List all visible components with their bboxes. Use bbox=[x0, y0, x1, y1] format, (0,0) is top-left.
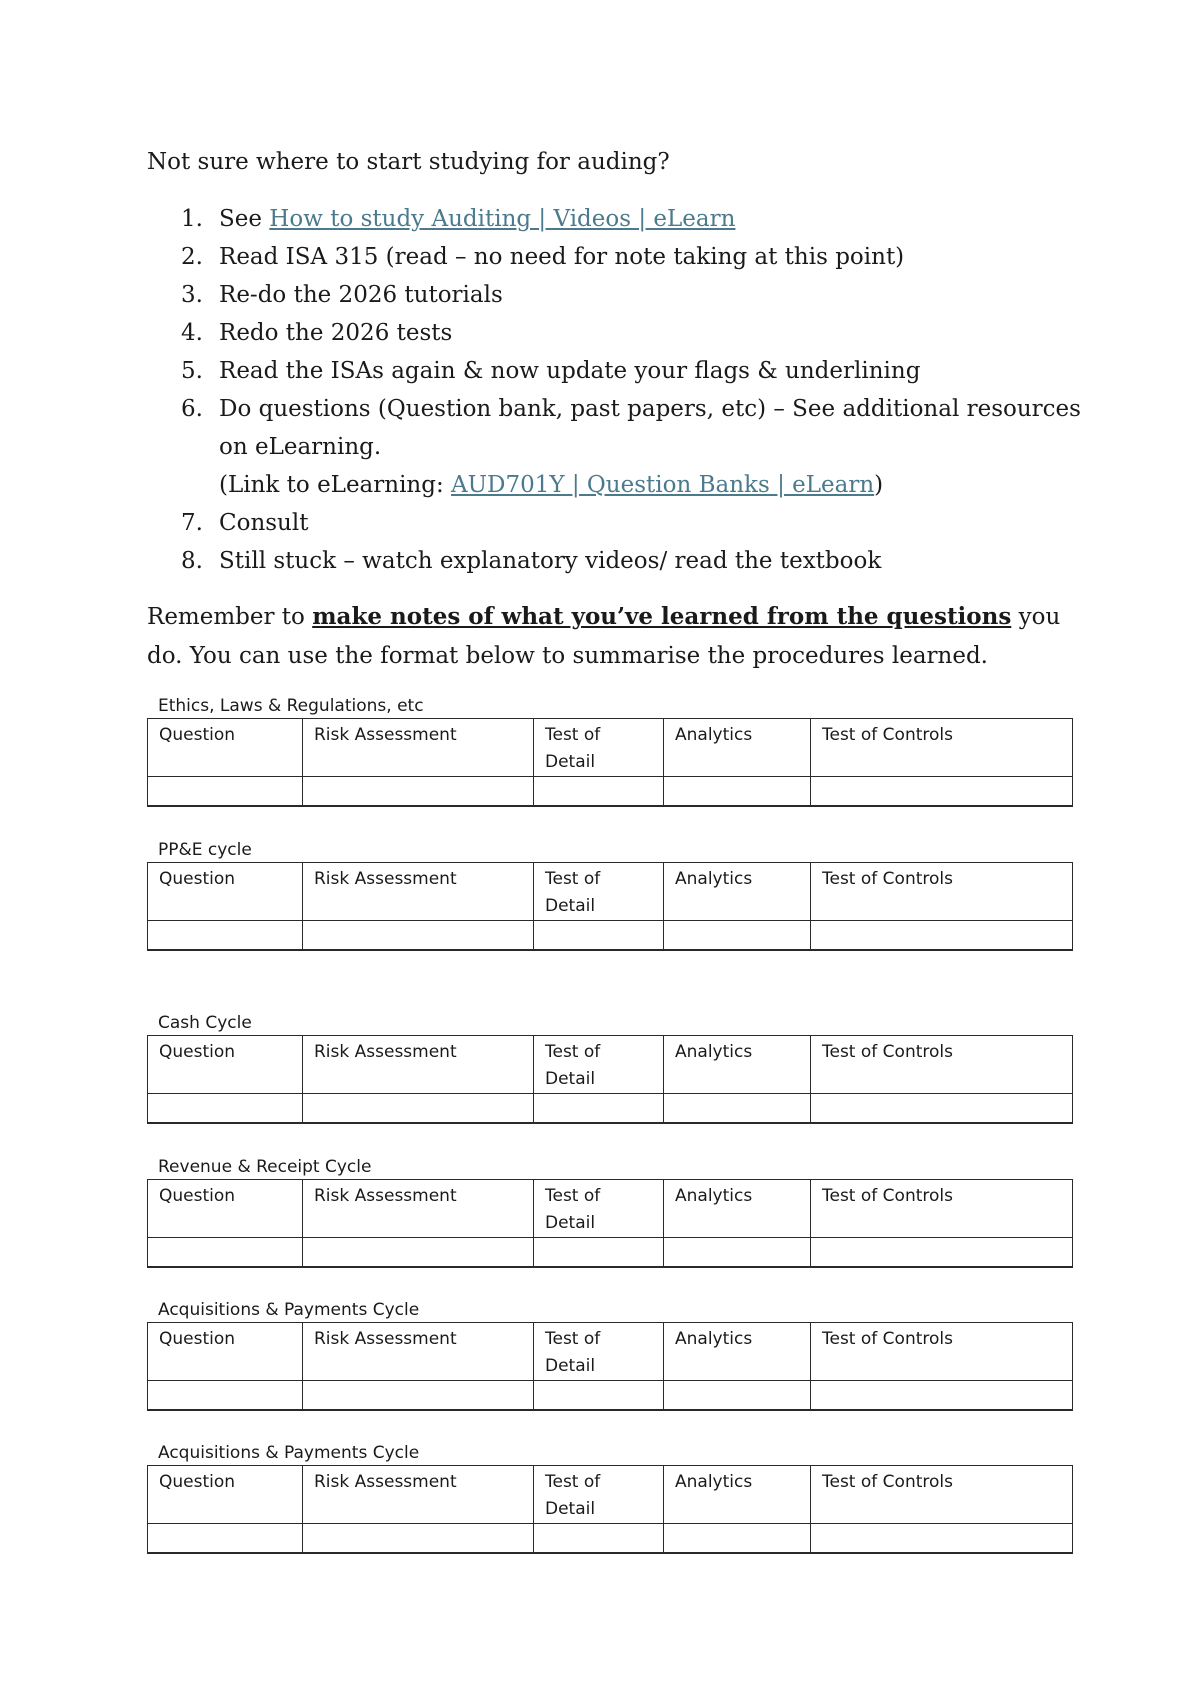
table-cell[interactable] bbox=[148, 1524, 303, 1553]
step-text-line3 bbox=[219, 466, 1087, 504]
header-risk-assessment: Risk Assessment bbox=[303, 719, 534, 777]
table-cell[interactable] bbox=[664, 1094, 811, 1123]
procedures-table bbox=[147, 718, 1073, 807]
header-test-of-detail: Test of Detail bbox=[534, 719, 664, 777]
procedures-table bbox=[147, 1465, 1073, 1554]
section-title: Ethics, Laws & Regulations, etc bbox=[158, 696, 424, 716]
header-question: Question bbox=[148, 1466, 303, 1524]
section-title: Acquisitions & Payments Cycle bbox=[158, 1443, 420, 1463]
step-number: 6. bbox=[181, 396, 203, 422]
header-test-of-controls: Test of Controls bbox=[811, 1323, 1073, 1381]
table-cell[interactable] bbox=[148, 921, 303, 950]
section-title: PP&E cycle bbox=[158, 840, 252, 860]
section-title: Cash Cycle bbox=[158, 1013, 252, 1033]
table-cell[interactable] bbox=[811, 921, 1073, 950]
reminder-paragraph bbox=[147, 597, 1067, 676]
header-test-of-detail: Test of Detail bbox=[534, 1180, 664, 1238]
table-cell[interactable] bbox=[303, 1381, 534, 1410]
table-cell[interactable] bbox=[811, 777, 1073, 806]
header-risk-assessment: Risk Assessment bbox=[303, 1036, 534, 1094]
list-item bbox=[147, 276, 1087, 314]
header-question: Question bbox=[148, 1036, 303, 1094]
step-number: 1. bbox=[181, 206, 203, 232]
list-item bbox=[147, 352, 1087, 390]
table-cell[interactable] bbox=[148, 777, 303, 806]
table-cell[interactable] bbox=[664, 921, 811, 950]
step-number: 7. bbox=[181, 510, 203, 536]
table-cell[interactable] bbox=[534, 1381, 664, 1410]
step-text: Do questions (Question bank, past papers, etc) – See additional resources bbox=[219, 396, 1081, 422]
header-test-of-detail: Test of Detail bbox=[534, 1466, 664, 1524]
table-header-row bbox=[148, 863, 1073, 921]
table-cell[interactable] bbox=[303, 777, 534, 806]
table-header-row bbox=[148, 1323, 1073, 1381]
table-cell[interactable] bbox=[811, 1238, 1073, 1267]
step-text: Still stuck – watch explanatory videos/ read the textbook bbox=[219, 548, 882, 574]
step-number: 8. bbox=[181, 548, 203, 574]
header-test-of-detail: Test of Detail bbox=[534, 863, 664, 921]
how-to-study-link[interactable]: How to study Auditing | Videos | eLearn bbox=[269, 206, 736, 232]
table-header-row bbox=[148, 719, 1073, 777]
table-cell[interactable] bbox=[148, 1238, 303, 1267]
table-header-row bbox=[148, 1036, 1073, 1094]
reminder-emphasis: make notes of what you’ve learned from the questions bbox=[312, 603, 1012, 630]
header-analytics: Analytics bbox=[664, 1466, 811, 1524]
table-cell[interactable] bbox=[811, 1381, 1073, 1410]
procedures-table bbox=[147, 1322, 1073, 1411]
list-item bbox=[147, 390, 1087, 504]
header-question: Question bbox=[148, 863, 303, 921]
table-cell[interactable] bbox=[148, 1094, 303, 1123]
step-text: Read the ISAs again & now update your flags & underlining bbox=[219, 358, 921, 384]
link-suffix: ) bbox=[874, 472, 884, 498]
study-steps-list bbox=[147, 200, 1087, 580]
table-row bbox=[148, 921, 1073, 950]
table-cell[interactable] bbox=[303, 921, 534, 950]
header-test-of-detail: Test of Detail bbox=[534, 1036, 664, 1094]
header-question: Question bbox=[148, 1323, 303, 1381]
header-analytics: Analytics bbox=[664, 863, 811, 921]
section-title: Acquisitions & Payments Cycle bbox=[158, 1300, 420, 1320]
step-number: 5. bbox=[181, 358, 203, 384]
section-acquisitions bbox=[147, 1298, 1072, 1411]
step-text-line2: on eLearning. bbox=[219, 434, 382, 460]
section-ethics bbox=[147, 694, 1072, 807]
table-header-row bbox=[148, 1180, 1073, 1238]
header-risk-assessment: Risk Assessment bbox=[303, 863, 534, 921]
table-cell[interactable] bbox=[534, 1524, 664, 1553]
table-cell[interactable] bbox=[534, 1238, 664, 1267]
step-text: Consult bbox=[219, 510, 309, 536]
intro-text: Not sure where to start studying for auding? bbox=[147, 149, 670, 175]
header-test-of-detail: Test of Detail bbox=[534, 1323, 664, 1381]
table-row bbox=[148, 777, 1073, 806]
step-number: 3. bbox=[181, 282, 203, 308]
table-cell[interactable] bbox=[303, 1238, 534, 1267]
header-test-of-controls: Test of Controls bbox=[811, 1036, 1073, 1094]
section-ppe bbox=[147, 838, 1072, 951]
procedures-table bbox=[147, 1179, 1073, 1268]
table-row bbox=[148, 1238, 1073, 1267]
header-test-of-controls: Test of Controls bbox=[811, 863, 1073, 921]
procedures-table bbox=[147, 1035, 1073, 1124]
table-cell[interactable] bbox=[664, 1238, 811, 1267]
list-item bbox=[147, 504, 1087, 542]
header-question: Question bbox=[148, 719, 303, 777]
step-prefix: See bbox=[219, 206, 270, 232]
header-test-of-controls: Test of Controls bbox=[811, 719, 1073, 777]
step-text: Read ISA 315 (read – no need for note taking at this point) bbox=[219, 244, 905, 270]
section-title: Revenue & Receipt Cycle bbox=[158, 1157, 372, 1177]
step-number: 2. bbox=[181, 244, 203, 270]
header-risk-assessment: Risk Assessment bbox=[303, 1180, 534, 1238]
table-cell[interactable] bbox=[303, 1524, 534, 1553]
header-test-of-controls: Test of Controls bbox=[811, 1180, 1073, 1238]
list-item bbox=[147, 238, 1087, 276]
reminder-after: you do. You can use the format below to summarise the procedures learned. bbox=[147, 604, 1061, 669]
table-row bbox=[148, 1094, 1073, 1123]
section-revenue bbox=[147, 1155, 1072, 1268]
list-item bbox=[147, 314, 1087, 352]
question-banks-link[interactable]: AUD701Y | Question Banks | eLearn bbox=[451, 472, 875, 498]
procedures-table bbox=[147, 862, 1073, 951]
header-analytics: Analytics bbox=[664, 1036, 811, 1094]
table-cell[interactable] bbox=[534, 921, 664, 950]
step-number: 4. bbox=[181, 320, 203, 346]
table-cell[interactable] bbox=[664, 777, 811, 806]
header-analytics: Analytics bbox=[664, 719, 811, 777]
header-test-of-controls: Test of Controls bbox=[811, 1466, 1073, 1524]
table-row bbox=[148, 1524, 1073, 1553]
header-analytics: Analytics bbox=[664, 1323, 811, 1381]
section-acquisitions-2 bbox=[147, 1441, 1072, 1554]
table-header-row bbox=[148, 1466, 1073, 1524]
table-cell[interactable] bbox=[664, 1381, 811, 1410]
table-cell[interactable] bbox=[148, 1381, 303, 1410]
table-cell[interactable] bbox=[534, 1094, 664, 1123]
header-risk-assessment: Risk Assessment bbox=[303, 1323, 534, 1381]
table-cell[interactable] bbox=[811, 1094, 1073, 1123]
table-cell[interactable] bbox=[664, 1524, 811, 1553]
header-question: Question bbox=[148, 1180, 303, 1238]
table-cell[interactable] bbox=[534, 777, 664, 806]
list-item bbox=[147, 542, 1087, 580]
step-text: Redo the 2026 tests bbox=[219, 320, 453, 346]
header-analytics: Analytics bbox=[664, 1180, 811, 1238]
section-cash bbox=[147, 1011, 1072, 1124]
table-cell[interactable] bbox=[811, 1524, 1073, 1553]
link-prefix: (Link to eLearning: bbox=[219, 472, 452, 498]
header-risk-assessment: Risk Assessment bbox=[303, 1466, 534, 1524]
table-cell[interactable] bbox=[303, 1094, 534, 1123]
reminder-before: Remember to bbox=[147, 604, 313, 630]
list-item bbox=[147, 200, 1087, 238]
table-row bbox=[148, 1381, 1073, 1410]
step-text: Re-do the 2026 tutorials bbox=[219, 282, 503, 308]
